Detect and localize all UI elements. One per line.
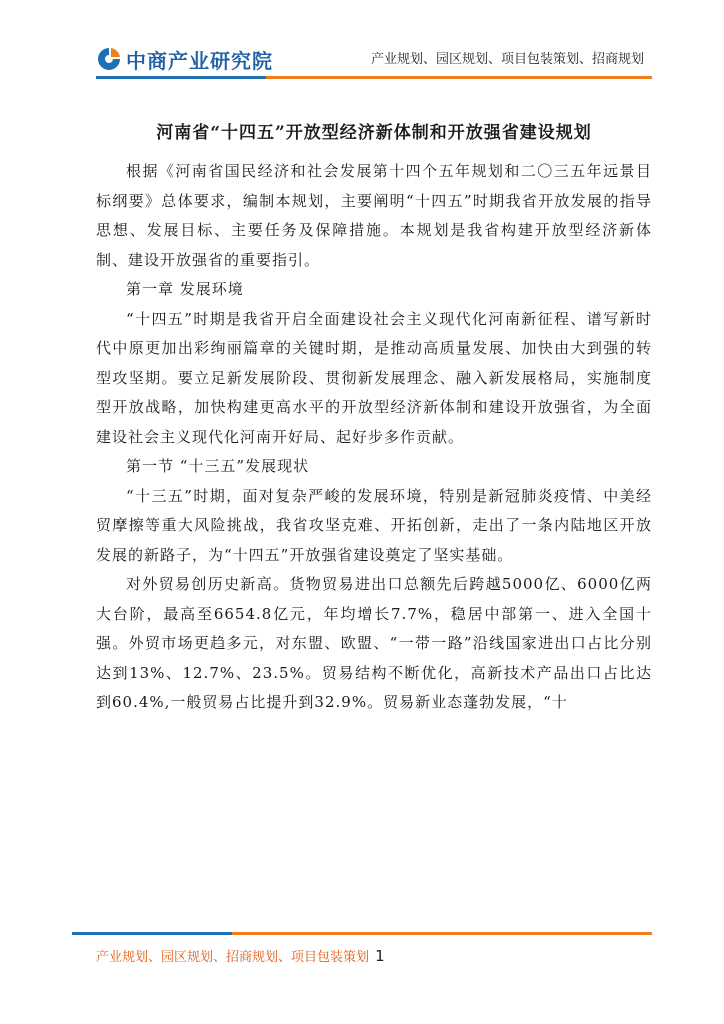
trade-paragraph: 对外贸易创历史新高。货物贸易进出口总额先后跨越5000亿、6000亿两大台阶，最高至6654.8亿元，年均增长7.7%，稳居中部第一、进入全国十强。外贸市场更趋多元，对东盟、欧盟、“一带一路”沿线国家进出口占比分别达到13%、12.7%、23.5%。贸易结构不断优化，高新技术产品出口占比达到60.4%,一般贸易占比提升到32.9%。贸易新业态蓬勃发展，“十 (96, 575, 652, 711)
page-number: 1 (375, 947, 385, 965)
document-body (96, 118, 652, 718)
footer-tagline: 产业规划、园区规划、招商规划、项目包装策划 (96, 950, 370, 965)
logo-text: 中商产业研究院 (126, 48, 273, 73)
header-tagline: 产业规划、园区规划、项目包装策划、招商规划 (370, 52, 644, 67)
company-logo (96, 44, 273, 74)
page-header (0, 0, 724, 90)
footer-divider-blue (72, 932, 232, 935)
chapter-paragraph: “十四五”时期是我省开启全面建设社会主义现代化河南新征程、谱写新时代中原更加出彩绚丽篇章的关键时期，是推动高质量发展、加快由大到强的转型攻坚期。要立足新发展阶段、贯彻新发展理念、融入新发展格局，实施制度型开放战略，加快构建更高水平的开放型经济新体制和建设开放强省，为全面建设社会主义现代化河南开好局、起好步多作贡献。 (96, 309, 652, 446)
section-paragraph: “十三五”时期，面对复杂严峻的发展环境，特别是新冠肺炎疫情、中美经贸摩擦等重大风险挑战，我省攻坚克难、开拓创新，走出了一条内陆地区开放发展的新路子，为“十四五”开放强省建设奠定了坚实基础。 (96, 486, 652, 564)
logo-mark-icon (96, 46, 122, 72)
chapter-heading: 第一章 发展环境 (126, 280, 244, 298)
header-divider-orange (266, 76, 652, 79)
section-heading: 第一节 “十三五”发展现状 (126, 457, 310, 475)
footer-divider-orange (232, 932, 652, 935)
page-footer (96, 946, 385, 965)
intro-paragraph: 根据《河南省国民经济和社会发展第十四个五年规划和二〇三五年远景目标纲要》总体要求，编制本规划，主要阐明“十四五”时期我省开放发展的指导思想、发展目标、主要任务及保障措施。本规划是我省构建开放型经济新体制、建设开放强省的重要指引。 (96, 162, 652, 269)
document-title: 河南省“十四五”开放型经济新体制和开放强省建设规划 (156, 123, 592, 143)
header-divider-blue (96, 76, 266, 79)
